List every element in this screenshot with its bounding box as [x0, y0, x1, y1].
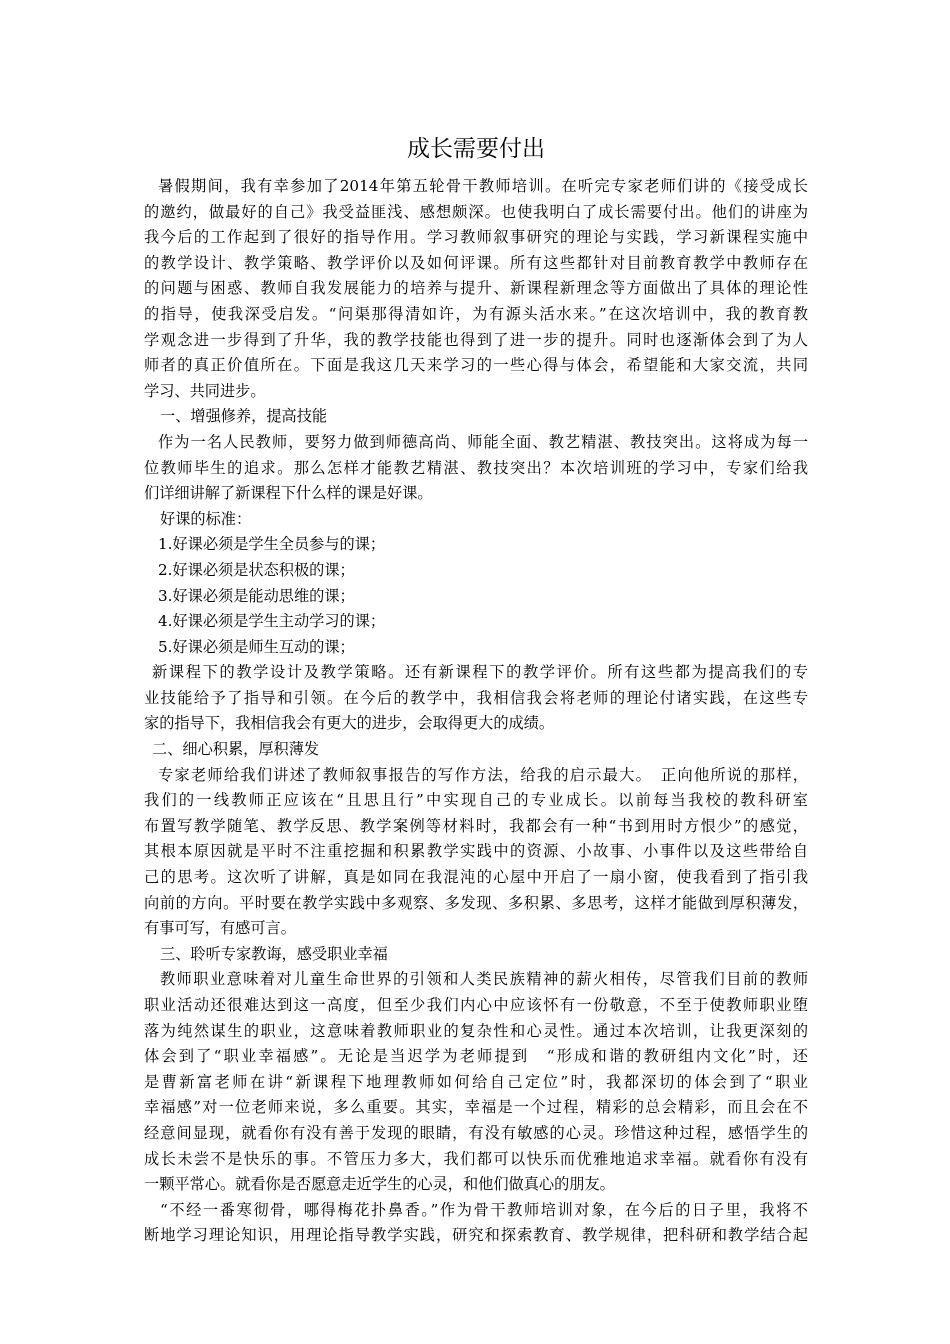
text-line: 专家老师给我们讲述了教师叙事报告的写作方法，给我的启示最大。 正向他所说的那样， — [158, 765, 808, 784]
text-line: 的指导，使我深受启发。“问渠那得清如许，为有源头活水来。”在这次培训中，我的教育教 — [144, 304, 808, 323]
text-line: 学观念进一步得到了升华，我的教学技能也得到了进一步的提升。同时也逐渐体会到了为人 — [144, 330, 808, 349]
text-line: 好课的标准： — [160, 509, 252, 528]
text-line: “不经一番寒彻骨，哪得梅花扑鼻香。”作为骨干教师培训对象，在今后的日子里，我将不 — [160, 1200, 808, 1219]
document-page — [144, 128, 808, 1249]
text-line: 业技能给予了指导和引领。在今后的教学中，我相信我会将老师的理论付诸实践，在这些专 — [144, 688, 808, 707]
text-line: 体会到了“职业幸福感”。无论是当迟学为老师提到 “形成和谐的教研组内文化”时，还 — [144, 1047, 808, 1066]
text-line: 我今后的工作起到了很好的指导作用。学习教师叙事研究的理论与实践，学习新课程实施中 — [144, 228, 808, 247]
text-line: 作为一名人民教师，要努力做到师德高尚、师能全面、教艺精湛、教技突出。这将成为每一 — [158, 432, 808, 451]
text-line: 我们的一线教师正应该在“且思且行”中实现自己的专业成长。以前每当我校的教科研室 — [144, 791, 808, 810]
text-line: 教师职业意味着对儿童生命世界的引领和人类民族精神的薪火相传，尽管我们目前的教师 — [160, 970, 808, 989]
text-line: 1.好课必须是学生全员参与的课； — [158, 535, 386, 554]
text-line: 一、增强修养，提高技能 — [160, 407, 328, 426]
text-line: 5.好课必须是师生互动的课； — [158, 637, 355, 656]
text-line: 暑假期间，我有幸参加了2014年第五轮骨干教师培训。在听完专家老师们讲的《接受成长 — [158, 177, 808, 195]
text-line: 一颗平常心。就看你是否愿意走近学生的心灵，和他们做真心的朋友。 — [144, 1175, 615, 1194]
text-line: 学习、共同进步。 — [144, 381, 266, 400]
text-line: 2.好课必须是状态积极的课； — [158, 560, 355, 579]
text-line: 布置写教学随笔、教学反思、教学案例等材料时，我都会有一种“书到用时方恨少”的感觉， — [144, 816, 808, 835]
text-line: 3.好课必须是能动思维的课； — [158, 586, 355, 605]
text-line: 二、细心积累，厚积薄发 — [152, 740, 320, 759]
text-line: 师者的真正价值所在。下面是我这几天来学习的一些心得与体会，希望能和大家交流，共同 — [144, 356, 808, 375]
text-line: 三、聆听专家教诲，感受职业幸福 — [160, 944, 388, 963]
text-line: 家的指导下，我相信我会有更大的进步，会取得更大的成绩。 — [144, 714, 555, 733]
text-line: 成长未尝不是快乐的事。不管压力多大，我们都可以快乐而优雅地追求幸福。就看你有没有 — [144, 1149, 808, 1168]
text-line: 位教师毕生的追求。那么怎样才能教艺精湛、教技突出？本次培训班的学习中，专家们给我 — [144, 458, 808, 477]
text-line: 的教学设计、教学策略、教学评价以及如何评课。所有这些都针对目前教育教学中教师存在 — [144, 253, 808, 272]
text-line: 经意间显现，就看你有没有善于发现的眼睛，有没有敏感的心灵。珍惜这种过程，感悟学生的 — [144, 1123, 808, 1142]
text-line: 其根本原因就是平时不注重挖掘和积累教学实践中的资源、小故事、小事件以及这些带给自 — [144, 842, 808, 861]
text-line: 们详细讲解了新课程下什么样的课是好课。 — [144, 484, 433, 503]
text-line: 断地学习理论知识，用理论指导教学实践，研究和探索教育、教学规律，把科研和教学结合起 — [144, 1226, 808, 1245]
text-line: 职业活动还很难达到这一高度，但至少我们内心中应该怀有一份敬意，不至于使教师职业堕 — [144, 996, 808, 1014]
text-line: 是曹新富老师在讲“新课程下地理教师如何给自己定位”时，我都深切的体会到了“职业 — [144, 1072, 808, 1091]
text-line: 幸福感”对一位老师来说，多么重要。其实，幸福是一个过程，精彩的总会精彩，而且会在不 — [144, 1098, 808, 1117]
text-line: 己的思考。这次听了讲解，真是如同在我混沌的心屋中开启了一扇小窗，使我看到了指引我 — [144, 868, 808, 887]
document-body — [144, 174, 808, 1249]
text-line: 有事可写，有感可言。 — [144, 919, 296, 938]
text-line: 的邀约，做最好的自己》我受益匪浅、感想颇深。也使我明白了成长需要付出。他们的讲座为 — [144, 202, 808, 221]
document-title: 成长需要付出 — [407, 136, 545, 162]
text-line: 4.好课必须是学生主动学习的课； — [158, 612, 386, 631]
text-line: 新课程下的教学设计及教学策略。还有新课程下的教学评价。所有这些都为提高我们的专 — [152, 663, 808, 682]
text-line: 向前的方向。平时要在教学实践中多观察、多发现、多积累、多思考，这样才能做到厚积薄发， — [144, 893, 808, 912]
text-line: 的问题与困惑、教师自我发展能力的培养与提升、新课程新理念等方面做出了具体的理论性 — [144, 279, 808, 298]
text-line: 落为纯然谋生的职业，这意味着教师职业的复杂性和心灵性。通过本次培训，让我更深刻的 — [144, 1021, 808, 1040]
